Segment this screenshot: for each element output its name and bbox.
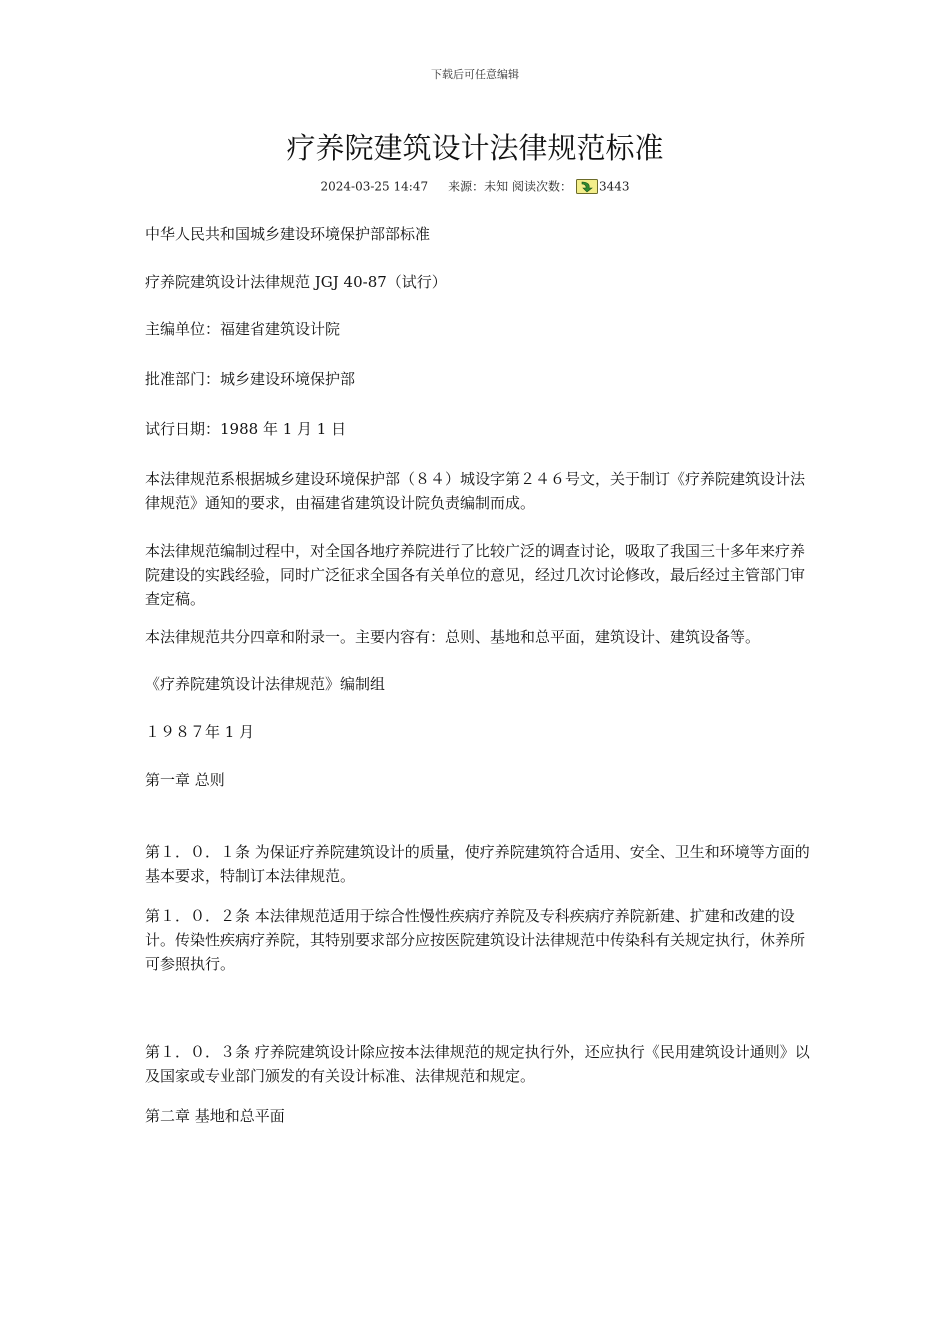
intro-paragraph-2: 本法律规范编制过程中，对全国各地疗养院进行了比较广泛的调查讨论，吸取了我国三十多年来疗养院建设的实践经验，同时广泛征求全国各有关单位的意见，经过几次讨论修改，最后经过主管部门审查定稿。 — [145, 542, 806, 608]
publish-date: 2024-03-25 14:47 — [320, 179, 429, 194]
article-1-0-3: 第１．０．３条 疗养院建筑设计除应按本法律规范的规定执行外，还应执行《民用建筑设计通则》以及国家或专业部门颁发的有关设计标准、法律规范和规定。 — [145, 1043, 810, 1085]
intro-paragraph-3: 本法律规范共分四章和附录一。主要内容有：总则、基地和总平面，建筑设计、建筑设备等。 — [145, 628, 761, 646]
article-meta — [0, 176, 950, 197]
chapter-1-heading: 第一章 总则 — [145, 771, 225, 789]
chapter-2-heading: 第二章 基地和总平面 — [145, 1107, 285, 1125]
arrow-badge-icon — [576, 179, 598, 194]
views-count: 3443 — [598, 179, 630, 194]
standard-code-line: 疗养院建筑设计法律规范 JGJ 40-87（试行） — [145, 273, 447, 291]
editing-group-line: 《疗养院建筑设计法律规范》编制组 — [145, 675, 386, 693]
approver-line: 批准部门：城乡建设环境保护部 — [145, 370, 356, 388]
issuer-line: 中华人民共和国城乡建设环境保护部部标准 — [145, 225, 431, 243]
compile-date-line: １９８７年 1 月 — [145, 723, 255, 741]
trial-date-line: 试行日期：1988 年 1 月 1 日 — [145, 420, 347, 438]
article-1-0-2: 第１．０．２条 本法律规范适用于综合性慢性疾病疗养院及专科疾病疗养院新建、扩建和改建的设计。传染性疾病疗养院，其特别要求部分应按医院建筑设计法律规范中传染科有关规定执行，休养所可参照执行。 — [145, 907, 806, 973]
page-title: 疗养院建筑设计法律规范标准 — [286, 131, 664, 165]
source-label: 来源：未知 — [448, 179, 509, 194]
intro-paragraph-1: 本法律规范系根据城乡建设环境保护部（８４）城设字第２４６号文，关于制订《疗养院建筑设计法律规范》通知的要求，由福建省建筑设计院负责编制而成。 — [145, 470, 806, 512]
article-1-0-1: 第１．０．１条 为保证疗养院建筑设计的质量，使疗养院建筑符合适用、安全、卫生和环境等方面的基本要求，特制订本法律规范。 — [145, 843, 810, 885]
chief-editor-line: 主编单位：福建省建筑设计院 — [145, 320, 341, 338]
document-body — [145, 222, 811, 1128]
views-label: 阅读次数： — [511, 179, 572, 194]
header-note: 下载后可任意编辑 — [431, 68, 519, 81]
